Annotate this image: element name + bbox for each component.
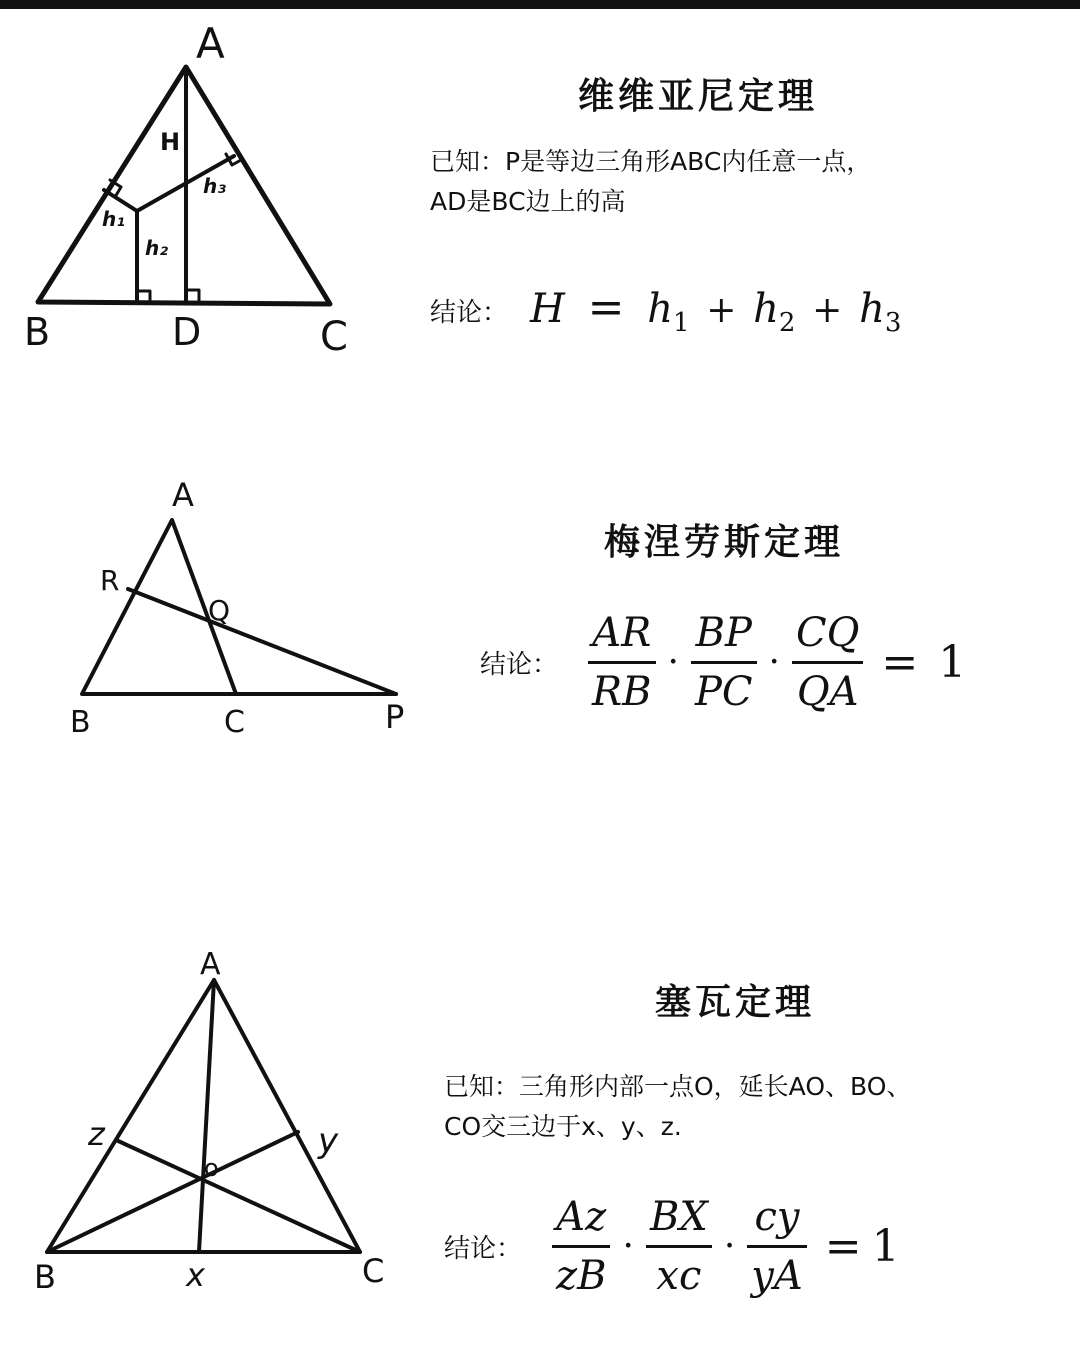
equals-sign: = <box>824 1221 862 1272</box>
vertex-label-b: B <box>70 705 91 740</box>
point-label-y: y <box>318 1121 339 1161</box>
ceva-section <box>0 940 1080 1340</box>
label-h2: h₂ <box>145 236 168 260</box>
fraction-bar <box>588 661 656 664</box>
conclusion-label: 结论： <box>430 297 509 328</box>
vertex-label-b: B <box>24 310 51 354</box>
multiply-dot: · <box>622 1226 634 1267</box>
menelaus-title: 梅涅劳斯定理 <box>604 522 845 563</box>
ceva-given-line-1: 已知：三角形内部一点O，延长AO、BO、 <box>444 1072 912 1101</box>
vertex-label-a: A <box>196 19 225 68</box>
ceva-given-line-2: CO交三边于x、y、z. <box>444 1112 682 1141</box>
formula-h1-base: h <box>647 286 673 332</box>
fraction-denominator: RB <box>592 669 652 715</box>
viviani-given-line-1: 已知：P是等边三角形ABC内任意一点， <box>430 147 872 176</box>
fraction-numerator: BP <box>695 610 752 656</box>
fraction-ar-rb <box>588 608 656 717</box>
ceva-given <box>444 1067 911 1147</box>
fraction-numerator: Az <box>556 1194 607 1240</box>
cevian-ax <box>199 980 214 1252</box>
ceva-diagram <box>0 940 420 1340</box>
conclusion-label: 结论： <box>480 650 559 680</box>
formula-h2-base: h <box>753 286 779 332</box>
viviani-given <box>430 142 871 222</box>
menelaus-conclusion <box>480 608 976 717</box>
point-label-z: z <box>88 1115 105 1153</box>
transversal-rqp <box>128 589 396 694</box>
viviani-given-line-2: AD是BC边上的高 <box>430 187 626 216</box>
fraction-denominator: QA <box>796 669 859 715</box>
fraction-denominator: zB <box>556 1253 607 1299</box>
viviani-title: 维维亚尼定理 <box>578 76 819 117</box>
fraction-bar <box>552 1245 610 1248</box>
fraction-numerator: BX <box>649 1194 708 1240</box>
fraction-cq-qa <box>792 608 863 717</box>
label-h-altitude: H <box>160 128 181 156</box>
viviani-conclusion <box>430 282 901 338</box>
ceva-title: 塞瓦定理 <box>655 982 816 1023</box>
fraction-numerator: CQ <box>795 610 860 656</box>
vertex-label-c: C <box>362 1252 385 1290</box>
fraction-bar <box>792 661 863 664</box>
fraction-bar <box>646 1245 712 1248</box>
formula-h3-sub: 3 <box>884 308 902 338</box>
viviani-section <box>0 0 1080 420</box>
fraction-denominator: xc <box>656 1253 702 1299</box>
fraction-az-zb <box>552 1192 610 1301</box>
point-label-p: P <box>385 698 405 736</box>
ceva-conclusion <box>444 1192 910 1301</box>
vertex-label-a: A <box>200 947 221 982</box>
fraction-denominator: yA <box>751 1253 803 1299</box>
formula-plus-1: + <box>706 290 737 331</box>
fraction-bp-pc <box>691 608 757 717</box>
viviani-diagram <box>0 0 420 380</box>
fraction-cy-ya <box>747 1192 806 1301</box>
multiply-dot: · <box>667 642 679 683</box>
vertex-label-c: C <box>320 314 348 360</box>
vertex-label-a: A <box>172 476 194 514</box>
fraction-bar <box>747 1245 806 1248</box>
formula-symbol-H: H <box>530 286 565 332</box>
formula-h1-sub: 1 <box>672 308 690 338</box>
multiply-dot: · <box>723 1226 736 1267</box>
menelaus-section <box>0 470 1080 770</box>
fraction-numerator: AR <box>592 610 652 656</box>
formula-equals: = <box>587 282 625 333</box>
fraction-numerator: cy <box>754 1194 800 1240</box>
multiply-dot: · <box>768 642 780 683</box>
conclusion-label: 结论： <box>444 1234 523 1264</box>
result-one: 1 <box>938 637 967 688</box>
result-one: 1 <box>871 1221 900 1272</box>
menelaus-diagram <box>0 470 440 750</box>
fraction-bx-xc <box>646 1192 712 1301</box>
formula-h2-sub: 2 <box>778 308 796 338</box>
vertex-label-d: D <box>172 310 202 354</box>
point-label-o: o <box>204 1154 219 1182</box>
vertex-label-c: C <box>224 705 245 740</box>
fraction-denominator: PC <box>694 669 753 715</box>
viviani-formula <box>530 282 901 338</box>
point-label-r: R <box>100 564 120 597</box>
vertex-label-b: B <box>34 1258 56 1296</box>
label-h1: h₁ <box>102 207 125 231</box>
formula-plus-2: + <box>812 290 843 331</box>
point-label-q: Q <box>208 594 231 627</box>
label-h3: h₃ <box>203 174 226 198</box>
equals-sign: = <box>881 637 919 688</box>
point-label-x: x <box>186 1256 205 1294</box>
fraction-bar <box>691 661 757 664</box>
formula-h3-base: h <box>859 286 885 332</box>
